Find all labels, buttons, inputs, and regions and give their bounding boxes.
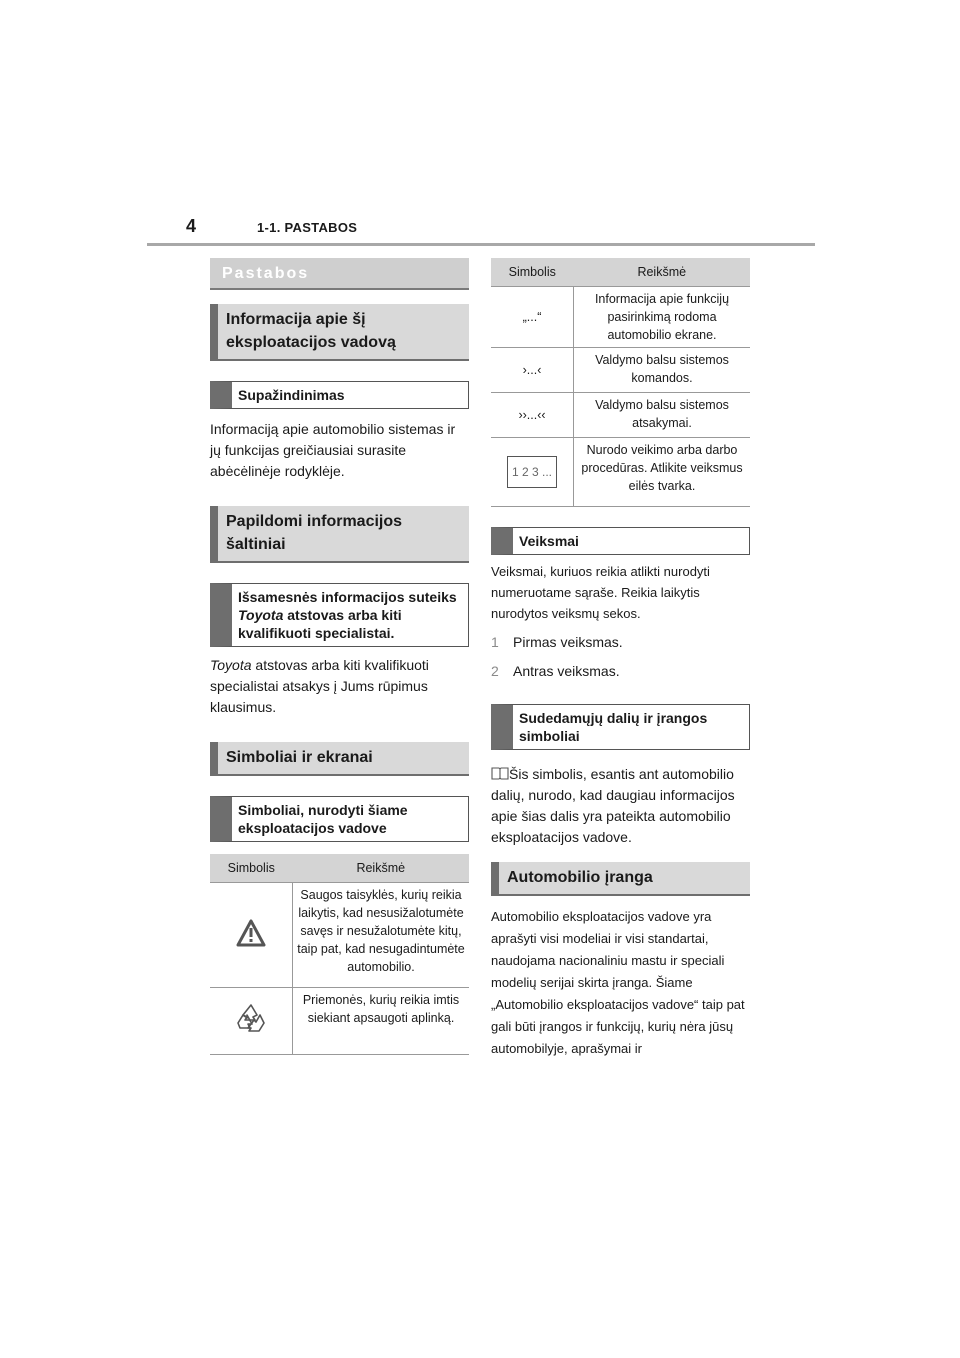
col-header-meaning: Reikšmė <box>574 258 751 287</box>
recycle-icon <box>234 1003 268 1035</box>
table-row <box>491 348 750 393</box>
heading-pastabos: Pastabos <box>210 258 469 290</box>
col-header-symbol: Simbolis <box>491 258 574 287</box>
meaning-cell: Informacija apie funkcijų pasirinkimą rodoma automobilio ekrane. <box>574 287 751 348</box>
list-item: 1 Pirmas veiksmas. <box>491 634 623 650</box>
meaning-cell: Valdymo balsu sistemos komandos. <box>574 348 751 393</box>
heading-vehicle-equipment: Automobilio įranga <box>491 862 750 896</box>
table-row <box>491 393 750 438</box>
steps-list <box>491 632 750 682</box>
list-item: 2 Antras veiksmas. <box>491 663 620 679</box>
intro-paragraph: Informaciją apie automobilio sistemas ir jų funkcijas greičiausiai surasite abėcėlinėje rodyklėje. <box>210 421 456 479</box>
header-rule <box>147 243 815 246</box>
page-number: 4 <box>186 216 197 236</box>
meaning-cell: Nurodo veikimo arba darbo procedūras. Atlikite veiksmus eilės tvarka. <box>574 438 751 507</box>
sources-paragraph: Toyota atstovas arba kiti kvalifikuoti specialistai atsakys į Jums rūpimus klausimus. <box>210 657 429 715</box>
heading-info-about-manual: Informacija apie šį eksploatacijos vadovą <box>210 304 469 361</box>
heading-symbols-and-screens: Simboliai ir ekranai <box>210 742 469 776</box>
parts-paragraph: Šis simbolis, esantis ant automobilio dalių, nurodo, kad daugiau informacijos apie šias dalis yra pateikta automobilio eksploatacijos vadove. <box>491 766 735 845</box>
symbol-cell: „...“ <box>491 287 574 348</box>
col-header-symbol: Simbolis <box>210 854 293 883</box>
table-row <box>210 988 469 1055</box>
table-row <box>210 883 469 988</box>
step-sequence-icon: 1 2 3 ... <box>507 456 557 488</box>
equipment-paragraph: Automobilio eksploatacijos vadove yra aprašyti visi modeliai ir visi standartai, naudojama nacionaliniu mastu ir speciali modelių serijai skirta įranga. Šiame „Automobilio eksploatacijos vadove“ taip pat gali būti įrangos ir funkcijų, kurių nėra jūsų automobilyje, aprašymai ir <box>491 909 745 1056</box>
subheading-sources: Išsamesnės informacijos suteiks Toyota atstovas arba kiti kvalifikuoti specialistai. <box>210 583 469 647</box>
manual-book-icon <box>491 766 509 780</box>
symbol-cell: ››...‹‹ <box>491 393 574 438</box>
subheading-introduction: Supažindinimas <box>210 381 469 409</box>
subheading-parts-symbols: Sudedamųjų dalių ir įrangos simboliai <box>491 704 750 750</box>
actions-paragraph: Veiksmai, kuriuos reikia atlikti nurodyti numeruotame sąraše. Reikia laikytis nurodytos veiksmų sekos. <box>491 564 710 621</box>
meaning-cell: Saugos taisyklės, kurių reikia laikytis, kad nesusižalotumėte savęs ir nesužalotumėte kitų, taip pat, kad nesugadintumėte automobilio. <box>293 883 470 988</box>
right-column <box>491 258 750 1060</box>
symbol-cell: ›...‹ <box>491 348 574 393</box>
table-row <box>491 438 750 507</box>
left-column <box>210 258 469 1055</box>
heading-additional-sources: Papildomi informacijos šaltiniai <box>210 506 469 563</box>
running-header: 1-1. PASTABOS <box>257 220 358 235</box>
symbols-table-right <box>491 258 750 507</box>
table-row <box>491 287 750 348</box>
subheading-actions: Veiksmai <box>491 527 750 555</box>
symbols-table-left <box>210 854 469 1055</box>
warning-triangle-icon <box>236 919 266 947</box>
meaning-cell: Valdymo balsu sistemos atsakymai. <box>574 393 751 438</box>
subheading-symbols-in-manual: Simboliai, nurodyti šiame eksploatacijos vadove <box>210 796 469 842</box>
meaning-cell: Priemonės, kurių reikia imtis siekiant apsaugoti aplinką. <box>293 988 470 1055</box>
col-header-meaning: Reikšmė <box>293 854 470 883</box>
